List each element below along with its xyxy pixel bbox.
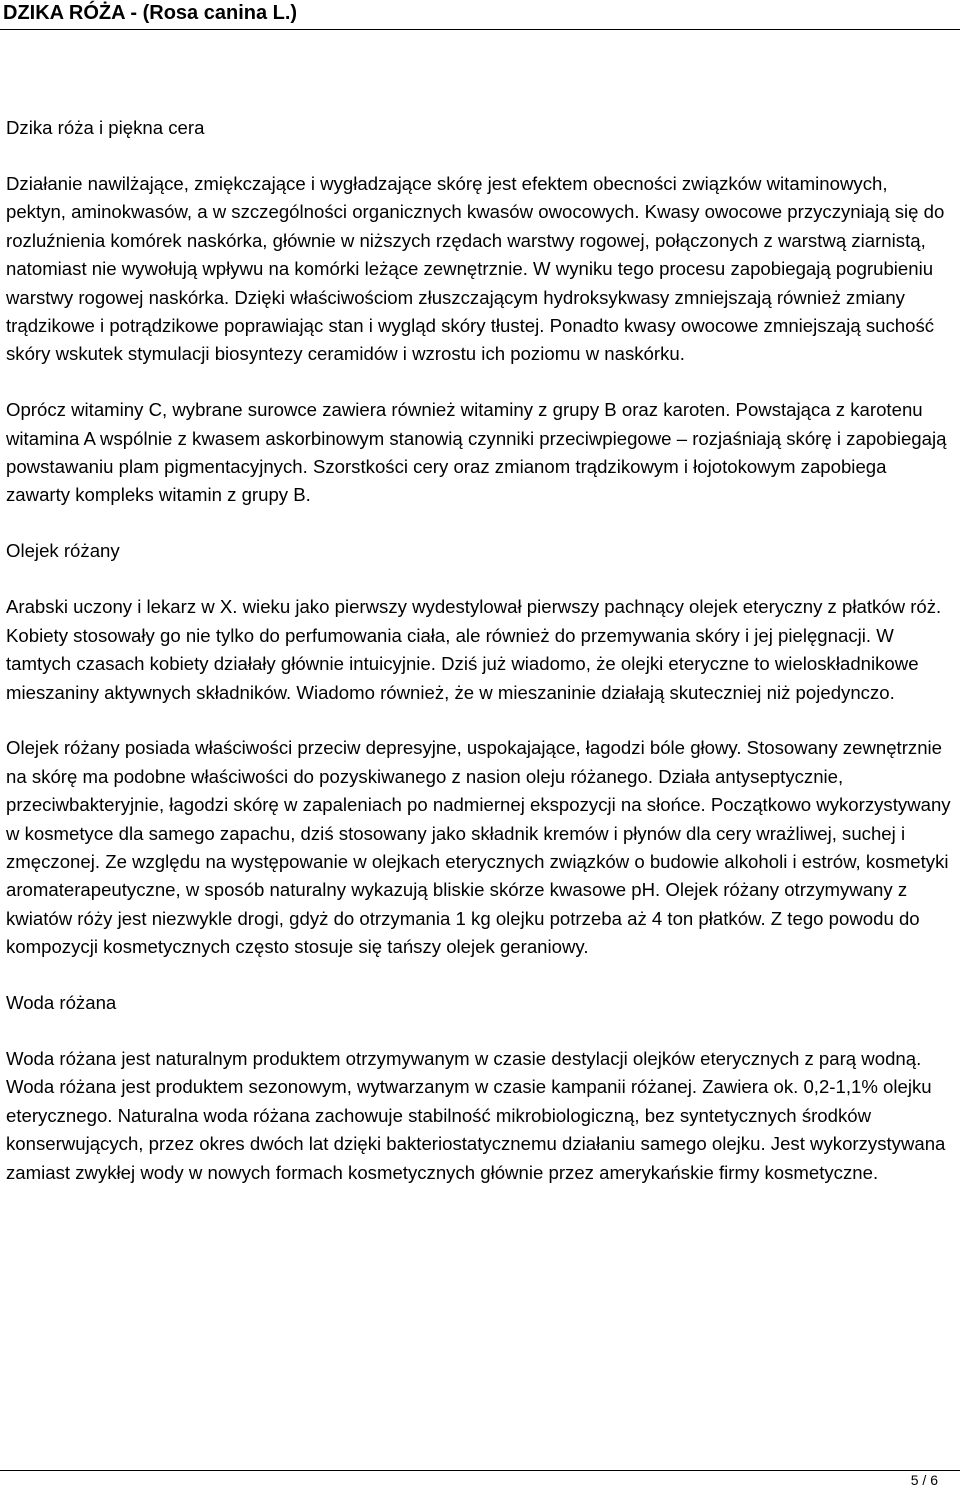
- paragraph-vitamins: Oprócz witaminy C, wybrane surowce zawiera również witaminy z grupy B oraz karoten. Powstająca z karotenu witamina A wspólnie z kwasem askorbinowym stanowią czynniki przeciwpiegowe – rozjaśniają skórę i zapobiegają powstawaniu plam pigmentacyjnych. Szorstkości cery oraz zmianom trądzikowym i łojotokowym zapobiega zawarty kompleks witamin z grupy B.: [6, 399, 947, 506]
- section-heading-skin: Dzika róża i piękna cera: [6, 117, 205, 138]
- section-heading-rose-water: Woda różana: [6, 992, 117, 1014]
- page-number: 5 / 6: [910, 1472, 938, 1488]
- document-body: [6, 114, 952, 1215]
- paragraph-oil-history: Arabski uczony i lekarz w X. wieku jako pierwszy wydestylował pierwszy pachnący olejek eteryczny z płatków róż. Kobiety stosowały go nie tylko do perfumowania ciała, ale również do przemywania skóry i jej pielęgnacji. W tamtych czasach kobiety działały głównie intuicyjnie. Dziś już wiadomo, że olejki eteryczne to wieloskładnikowe mieszaniny aktywnych składników. Wiadomo również, że w mieszaninie działają skuteczniej niż pojedynczo.: [6, 596, 942, 703]
- paragraph-rose-water: Woda różana jest naturalnym produktem otrzymywanym w czasie destylacji olejków eterycznych z parą wodną. Woda różana jest produktem sezonowym, wytwarzanym w czasie kampanii różanej. Zawiera ok. 0,2-1,1% olejku eterycznego. Naturalna woda różana zachowuje stabilność mikrobiologiczną, bez syntetycznych środków konserwujących, przez okres dwóch lat dzięki bakteriostatycznemu działaniu samego olejku. Jest wykorzystywana zamiast zwykłej wody w nowych formach kosmetycznych głównie przez amerykańskie firmy kosmetyczne.: [6, 1048, 946, 1183]
- page-header: [0, 0, 960, 30]
- paragraph-oil-properties: Olejek różany posiada właściwości przeciw depresyjne, uspokajające, łagodzi bóle głowy. Stosowany zewnętrznie na skórę ma podobne właściwości do pozyskiwanego z nasion oleju różanego. Działa antyseptycznie, przeciwbakteryjnie, łagodzi skórę w zapaleniach po nadmiernej ekspozycji na słońce. Początkowo wykorzystywany w kosmetyce dla samego zapachu, dziś stosowany jako składnik kremów i płynów dla cery wrażliwej, suchej i zmęczonej. Ze względu na występowanie w olejkach eterycznych związków o budowie alkoholi i estrów, kosmetyki aromaterapeutyczne, w sposób naturalny wykazują bliskie skórze kwasowe pH. Olejek różany otrzymywany z kwiatów róży jest niezwykle drogi, gdyż do otrzymania 1 kg olejku potrzeba aż 4 ton płatków. Z tego powodu do kompozycji kosmetycznych często stosuje się tańszy olejek geraniowy.: [6, 737, 951, 958]
- paragraph-fruit-acids: Działanie nawilżające, zmiękczające i wygładzające skórę jest efektem obecności związków witaminowych, pektyn, aminokwasów, a w szczególności organicznych kwasów owocowych. Kwasy owocowe przyczyniają się do rozluźnienia komórek naskórka, głównie w niższych rzędach warstwy rogowej, połączonych z warstwą ziarnistą, natomiast nie wywołują wpływu na komórki leżące zewnętrznie. W wyniku tego procesu zapobiegają pogrubieniu warstwy rogowej naskórka. Dzięki właściwościom złuszczającym hydroksykwasy zmniejszają również zmiany trądzikowe i potrądzikowe poprawiając stan i wygląd skóry tłustej. Ponadto kwasy owocowe zmniejszają suchość skóry wskutek stymulacji biosyntezy ceramidów i wzrostu ich poziomu w naskórku.: [6, 172, 945, 365]
- document-title: DZIKA RÓŻA - (Rosa canina L.): [3, 2, 298, 24]
- section-heading-rose-oil: Olejek różany: [6, 540, 120, 562]
- footer-divider: [0, 1470, 960, 1471]
- header-divider: [0, 29, 960, 30]
